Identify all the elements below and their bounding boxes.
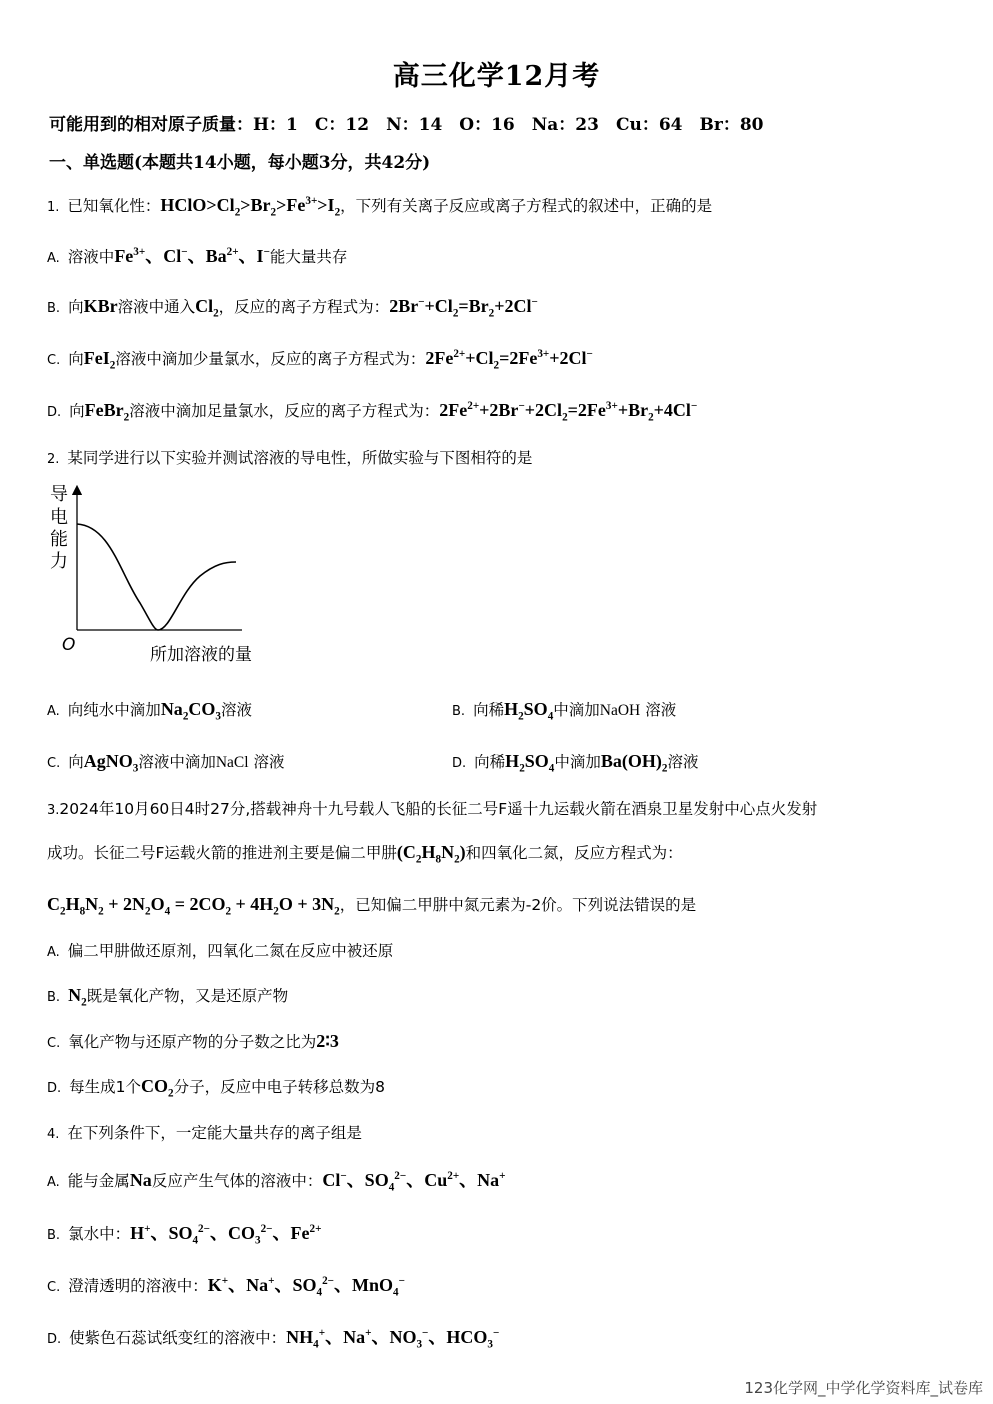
page-title: 高三化学12月考	[392, 61, 601, 92]
ylabel-char: 电	[50, 507, 68, 528]
q1-option-a[interactable]: A. 溶液中$Fe^{3+}$、Cl−、$Ba^{2+}$、I−能大量共存	[47, 246, 348, 266]
q4-option-b[interactable]: B. 氯水中：H+、$SO_4^{2-}$、$CO_3^{2-}$、$Fe^{2+}$	[47, 1223, 322, 1247]
conductivity-graph	[40, 478, 300, 673]
q1-option-d[interactable]: D. 向FeBr$_2$溶液中滴加足量氯水，反应的离子方程式为：$2Fe^{2+}+2Br^-+2Cl_2=2Fe^{3+}+Br_2+4Cl^-$	[47, 400, 698, 424]
atomic-masses: 可能用到的相对原子质量：H：1 C：12 N：14 O：16 Na：23 Cu：64 Br：80	[49, 115, 764, 135]
q2-option-d[interactable]: D. 向稀$H_2SO_4$中滴加$Ba(OH)_2$溶液	[452, 751, 699, 775]
q1-option-b[interactable]: B. 向KBr溶液中通入$Cl_2$，反应的离子方程式为：$2Br^-+Cl_2=Br_2+2Cl^-$	[47, 296, 538, 320]
q4-option-c[interactable]: C. 澄清透明的溶液中：K+、Na+、$SO_4^{2-}$、MnO$_4$−	[47, 1275, 405, 1299]
q2-stem: 2. 某同学进行以下实验并测试溶液的导电性，所做实验与下图相符的是	[47, 449, 533, 467]
q3-option-d[interactable]: D. 每生成1个$CO_2$分子，反应中电子转移总数为8	[47, 1076, 385, 1100]
q3-option-b[interactable]: B. $N_2$既是氧化产物，又是还原产物	[47, 985, 289, 1009]
q1-stem: 1. 已知氧化性：$HClO>Cl_2>Br_2>Fe^{3+}>I_2$，下列有关离子反应或离子方程式的叙述中，正确的是	[47, 195, 713, 219]
q2-option-c[interactable]: C. 向AgNO$_3$溶液中滴加NaCl 溶液	[47, 751, 285, 775]
x-axis-label: 所加溶液的量	[150, 645, 252, 665]
q4-option-d[interactable]: D. 使紫色石蕊试纸变红的溶液中：$NH_4^+$、Na+、$NO_3^-$、$HCO_3^-$	[47, 1327, 500, 1351]
section-heading: 一、单选题(本题共14小题，每小题3分，共42分)	[49, 153, 431, 173]
footer-watermark: 123化学网_中学化学资料库_试卷库	[744, 1379, 983, 1397]
q1-option-c[interactable]: C. 向FeI$_2$溶液中滴加少量氯水，反应的离子方程式为：$2Fe^{2+}+Cl_2=2Fe^{3+}+2Cl^-$	[47, 348, 593, 372]
q4-option-a[interactable]: A. 能与金属Na反应产生气体的溶液中：Cl−、$SO_4^{2-}$、$Cu^{2+}$、Na+	[47, 1170, 506, 1194]
q3-option-c[interactable]: C. 氧化产物与还原产物的分子数之比为2∶3	[47, 1031, 339, 1051]
q4-stem: 4. 在下列条件下，一定能大量共存的离子组是	[47, 1124, 362, 1142]
conductivity-curve	[77, 524, 236, 630]
ylabel-char: 能	[50, 529, 68, 550]
q3-option-a[interactable]: A. 偏二甲肼做还原剂，四氧化二氮在反应中被还原	[47, 942, 394, 960]
ylabel-char: 力	[50, 551, 68, 572]
oxidizing-order-formula: $HClO>Cl_2>Br_2>Fe^{3+}>I_2$	[160, 195, 341, 219]
q3-stem-line1: 3.2024年10月60日4时27分,搭载神舟十九号载人飞船的长征二号F遥十九运载火箭在酒泉卫星发射中心点火发射	[47, 800, 818, 818]
q3-stem-line2: 成功。长征二号F运载火箭的推进剂主要是偏二甲肼$(C_2H_8N_2)$和四氧化二氮，反应方程式为：	[47, 842, 683, 866]
q2-option-b[interactable]: B. 向稀$H_2SO_4$中滴加NaOH 溶液	[452, 699, 677, 723]
origin-label: O	[62, 635, 76, 655]
ylabel-char: 导	[50, 484, 68, 505]
reaction-equation: $C_2H_8N_2 + 2N_2O_4 = 2CO_2 + 4H_2O + 3N_2$	[47, 894, 340, 918]
q3-stem-line3: $C_2H_8N_2 + 2N_2O_4 = 2CO_2 + 4H_2O + 3N_2$，已知偏二甲肼中氮元素为-2价。下列说法错误的是	[47, 894, 697, 918]
q2-option-a[interactable]: A. 向纯水中滴加$Na_2CO_3$溶液	[47, 699, 252, 723]
